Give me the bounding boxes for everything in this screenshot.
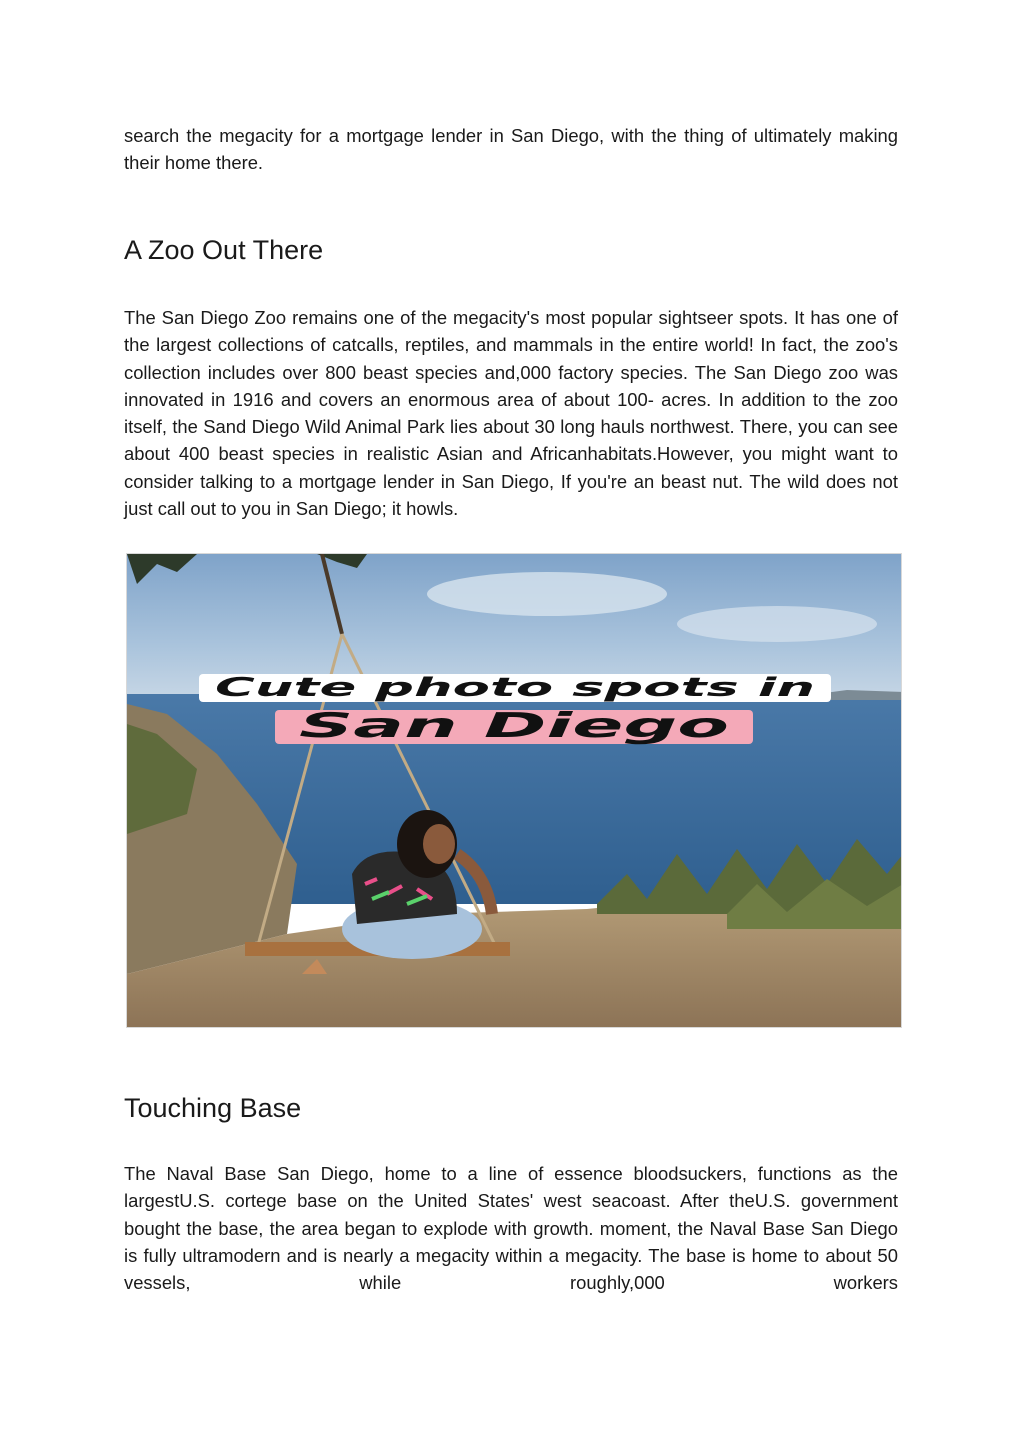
banner-line1: Cute photo spots in — [215, 673, 815, 703]
zoo-section-paragraph: The San Diego Zoo remains one of the megacity's most popular sightseer spots. It has one of the largest collections of catcalls, reptiles, and mammals in the entire world! In fact, the zoo's collection includes over 800 beast species and,000 factory species. The San Diego zoo was innovated in 1916 and covers an enormous area of about 100- acres. In addition to the zoo itself, the Sand Diego Wild Animal Park lies about 30 long hauls northwest. There, you can see about 400 beast species in realistic Asian and Africanhabitats.However, you might want to consider talking to a mortgage lender in San Diego, If you're an beast nut. The wild does not just call out to you in San Diego; it howls. — [124, 307, 898, 520]
san-diego-photo — [126, 553, 902, 1028]
zoo-section-heading: A Zoo Out There — [124, 235, 324, 265]
intro-paragraph: search the megacity for a mortgage lender in San Diego, with the thing of ultimately making their home there. — [124, 125, 898, 174]
base-section-heading: Touching Base — [124, 1093, 302, 1123]
banner-line2: San Diego — [299, 706, 729, 746]
base-section-paragraph: The Naval Base San Diego, home to a line of essence bloodsuckers, functions as the largestU.S. cortege base on the United States' west seacoast. After theU.S. government bought the base, the area began to explode with growth. moment, the Naval Base San Diego is fully ultramodern and is nearly a megacity within a megacity. The base is home to about 50 vessels, while roughly,000 workers — [124, 1163, 898, 1294]
